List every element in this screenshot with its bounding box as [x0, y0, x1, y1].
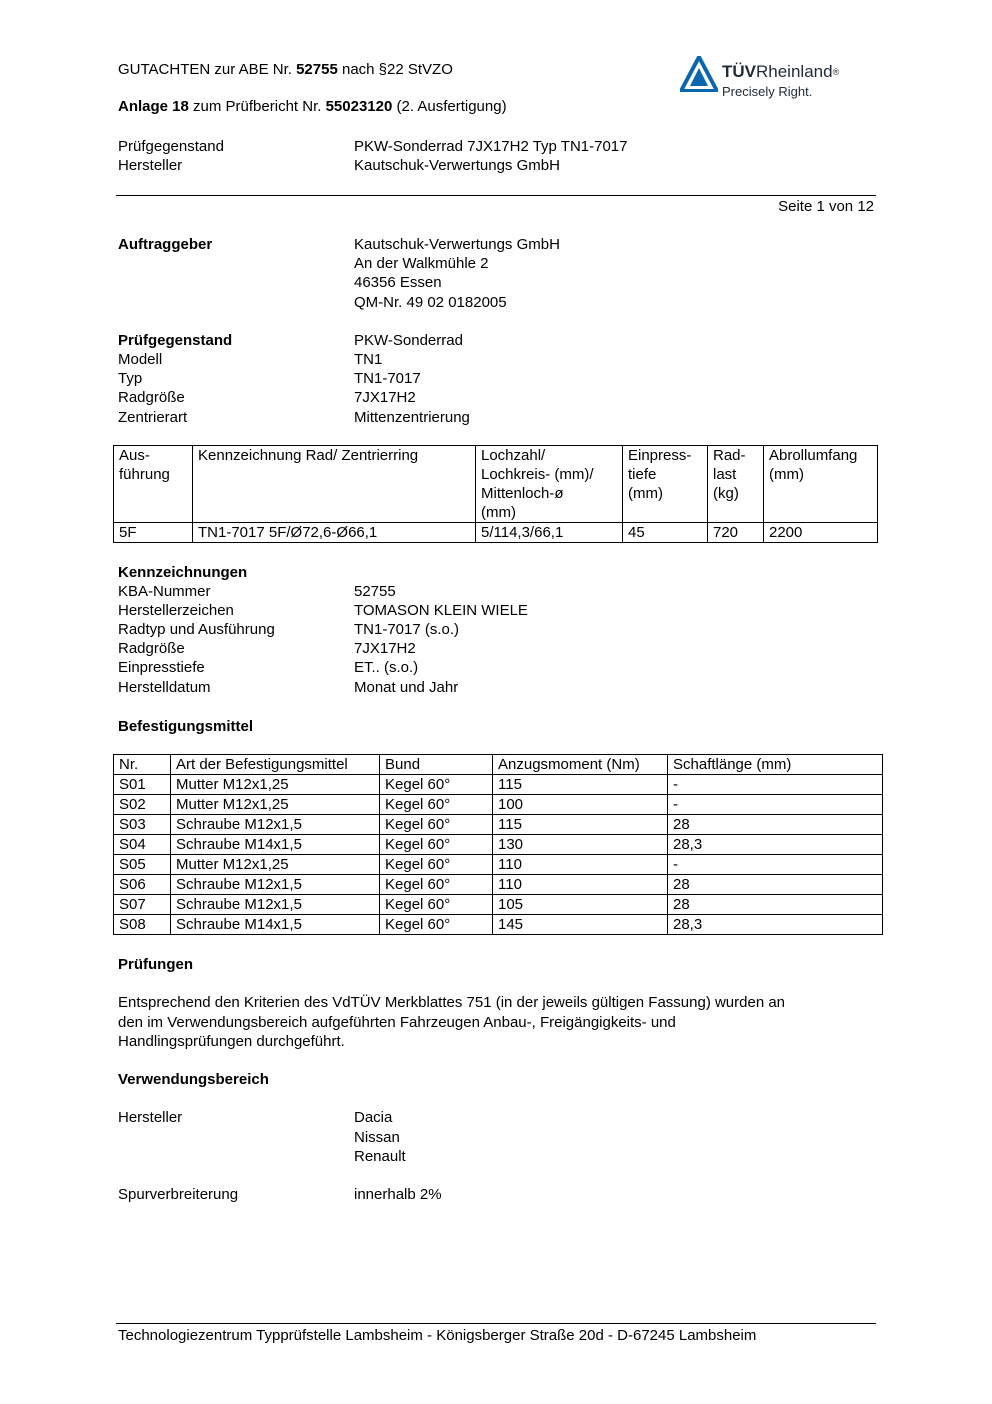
- tuv-triangle-icon: [680, 56, 718, 92]
- auftraggeber-line: Kautschuk-Verwertungs GmbH: [354, 236, 560, 253]
- kennzeichnung-value: Monat und Jahr: [354, 679, 459, 696]
- auftraggeber-line: 46356 Essen: [354, 274, 442, 291]
- table-cell: Mutter M12x1,25: [171, 855, 380, 875]
- anlage-line: Anlage 18 zum Prüfbericht Nr. 55023120 (2. Ausfertigung): [118, 98, 507, 115]
- kennzeichnung-value: 52755: [354, 583, 396, 600]
- table-cell: S03: [114, 815, 171, 835]
- table-cell: -: [668, 795, 883, 815]
- vehicle-manufacturer: Dacia: [354, 1109, 393, 1126]
- table-cell: 28,3: [668, 915, 883, 935]
- header-value-hersteller: Kautschuk-Verwertungs GmbH: [354, 157, 560, 174]
- spurverbreiterung-label: Spurverbreiterung: [118, 1186, 239, 1203]
- header-value-pruefgegenstand: PKW-Sonderrad 7JX17H2 Typ TN1-7017: [354, 138, 628, 155]
- vehicle-manufacturer: Renault: [354, 1148, 406, 1165]
- befestigung-heading: Befestigungsmittel: [118, 718, 254, 735]
- table-row: [114, 835, 883, 855]
- header-label-hersteller: Hersteller: [118, 157, 183, 174]
- kennzeichnungen-heading: Kennzeichnungen: [118, 564, 248, 581]
- table-cell: 28: [668, 815, 883, 835]
- table-cell: 720: [708, 523, 764, 543]
- table-cell: S08: [114, 915, 171, 935]
- table-cell: 45: [623, 523, 708, 543]
- table-cell: Schraube M12x1,5: [171, 875, 380, 895]
- table-cell: 110: [493, 855, 668, 875]
- table-cell: -: [668, 775, 883, 795]
- footer-address: Technologiezentrum Typprüfstelle Lambsheim - Königsberger Straße 20d - D-67245 Lambsheim: [118, 1327, 757, 1344]
- table-header-cell: Einpress- tiefe (mm): [623, 446, 708, 523]
- table-row: [114, 895, 883, 915]
- table-cell: S07: [114, 895, 171, 915]
- table-cell: 110: [493, 875, 668, 895]
- table-cell: Schraube M14x1,5: [171, 915, 380, 935]
- pruefbericht-number: 55023120: [325, 98, 393, 115]
- table-header-cell: Nr.: [114, 755, 171, 775]
- kennzeichnung-value: TOMASON KLEIN WIELE: [354, 602, 528, 619]
- pruefungen-text-line: Handlingsprüfungen durchgeführt.: [118, 1033, 345, 1050]
- header-divider: [116, 195, 876, 196]
- pruefgegenstand-label: Typ: [118, 370, 143, 387]
- pruefgegenstand-value: TN1: [354, 351, 383, 368]
- pruefgegenstand-value: PKW-Sonderrad: [354, 332, 463, 349]
- kennzeichnung-label: Radtyp und Ausführung: [118, 621, 275, 638]
- table-cell: S01: [114, 775, 171, 795]
- kennzeichnung-label: Radgröße: [118, 640, 185, 657]
- table-header-cell: Bund: [380, 755, 493, 775]
- kennzeichnung-label: Einpresstiefe: [118, 659, 205, 676]
- table-cell: 5/114,3/66,1: [476, 523, 623, 543]
- abe-number: 52755: [296, 61, 338, 78]
- spurverbreiterung-value: innerhalb 2%: [354, 1186, 442, 1203]
- table-cell: Mutter M12x1,25: [171, 795, 380, 815]
- table-header-cell: Aus- führung: [114, 446, 193, 523]
- table-header-row: [114, 446, 878, 523]
- pruefgegenstand-value: 7JX17H2: [354, 389, 416, 406]
- document-title: GUTACHTEN zur ABE Nr. 52755 nach §22 StVZO: [118, 61, 453, 78]
- pruefgegenstand-value: Mittenzentrierung: [354, 409, 470, 426]
- table-header-cell: Schaftlänge (mm): [668, 755, 883, 775]
- table-header-cell: Anzugsmoment (Nm): [493, 755, 668, 775]
- hersteller-label: Hersteller: [118, 1109, 183, 1126]
- table-cell: Kegel 60°: [380, 795, 493, 815]
- tuv-rheinland-logo: [680, 56, 880, 106]
- table-cell: Kegel 60°: [380, 775, 493, 795]
- pruefgegenstand-heading: Prüfgegenstand: [118, 332, 233, 349]
- table-cell: 145: [493, 915, 668, 935]
- table-cell: Kegel 60°: [380, 915, 493, 935]
- table-row: [114, 815, 883, 835]
- logo-wordmark: TÜVRheinland®: [722, 62, 840, 81]
- pruefungen-text-line: den im Verwendungsbereich aufgeführten Fahrzeugen Anbau-, Freigängigkeits- und: [118, 1014, 676, 1031]
- table-cell: 130: [493, 835, 668, 855]
- table-header-cell: Kennzeichnung Rad/ Zentrierring: [193, 446, 476, 523]
- auftraggeber-line: QM-Nr. 49 02 0182005: [354, 294, 507, 311]
- auftraggeber-heading: Auftraggeber: [118, 236, 213, 253]
- table-cell: Kegel 60°: [380, 855, 493, 875]
- kennzeichnung-value: ET.. (s.o.): [354, 659, 419, 676]
- pruefgegenstand-value: TN1-7017: [354, 370, 421, 387]
- kennzeichnung-value: TN1-7017 (s.o.): [354, 621, 460, 638]
- table-cell: Schraube M12x1,5: [171, 815, 380, 835]
- pruefgegenstand-label: Modell: [118, 351, 163, 368]
- table-header-cell: Lochzahl/ Lochkreis- (mm)/ Mittenloch-ø (mm): [476, 446, 623, 523]
- table-row: [114, 775, 883, 795]
- table-cell: 28: [668, 875, 883, 895]
- table-row: [114, 855, 883, 875]
- table-cell: 28,3: [668, 835, 883, 855]
- kennzeichnung-label: KBA-Nummer: [118, 583, 211, 600]
- table-cell: Schraube M12x1,5: [171, 895, 380, 915]
- table-cell: 100: [493, 795, 668, 815]
- table-cell: 115: [493, 815, 668, 835]
- auftraggeber-line: An der Walkmühle 2: [354, 255, 489, 272]
- pruefgegenstand-label: Zentrierart: [118, 409, 188, 426]
- page-number: Seite 1 von 12: [778, 198, 874, 215]
- table-row: [114, 915, 883, 935]
- table-cell: 2200: [764, 523, 878, 543]
- table-cell: Kegel 60°: [380, 815, 493, 835]
- table-cell: 5F: [114, 523, 193, 543]
- table-cell: S02: [114, 795, 171, 815]
- pruefungen-text-line: Entsprechend den Kriterien des VdTÜV Merkblattes 751 (in der jeweils gültigen Fassung) wurden an: [118, 994, 786, 1011]
- footer-divider: [116, 1323, 876, 1324]
- table-cell: Kegel 60°: [380, 895, 493, 915]
- table-row: [114, 795, 883, 815]
- table-row: [114, 875, 883, 895]
- pruefgegenstand-label: Radgröße: [118, 389, 185, 406]
- kennzeichnung-value: 7JX17H2: [354, 640, 416, 657]
- kennzeichnung-label: Herstellerzeichen: [118, 602, 234, 619]
- vehicle-manufacturer: Nissan: [354, 1129, 400, 1146]
- kennzeichnung-label: Herstelldatum: [118, 679, 211, 696]
- fastener-table: [113, 754, 883, 935]
- table-cell: -: [668, 855, 883, 875]
- table-cell: Schraube M14x1,5: [171, 835, 380, 855]
- table-cell: 115: [493, 775, 668, 795]
- pruefungen-heading: Prüfungen: [118, 956, 193, 973]
- wheel-variant-table: [113, 445, 878, 543]
- table-cell: Kegel 60°: [380, 875, 493, 895]
- verwendungsbereich-heading: Verwendungsbereich: [118, 1071, 269, 1088]
- header-label-pruefgegenstand: Prüfgegenstand: [118, 138, 224, 155]
- logo-tagline: Precisely Right.: [722, 84, 813, 99]
- table-cell: S04: [114, 835, 171, 855]
- table-cell: Mutter M12x1,25: [171, 775, 380, 795]
- table-cell: S05: [114, 855, 171, 875]
- table-cell: TN1-7017 5F/Ø72,6-Ø66,1: [193, 523, 476, 543]
- table-cell: 28: [668, 895, 883, 915]
- table-header-cell: Rad- last (kg): [708, 446, 764, 523]
- table-row: [114, 523, 878, 543]
- table-cell: 105: [493, 895, 668, 915]
- table-header-cell: Art der Befestigungsmittel: [171, 755, 380, 775]
- table-cell: Kegel 60°: [380, 835, 493, 855]
- table-cell: S06: [114, 875, 171, 895]
- table-header-cell: Abrollumfang (mm): [764, 446, 878, 523]
- table-header-row: [114, 755, 883, 775]
